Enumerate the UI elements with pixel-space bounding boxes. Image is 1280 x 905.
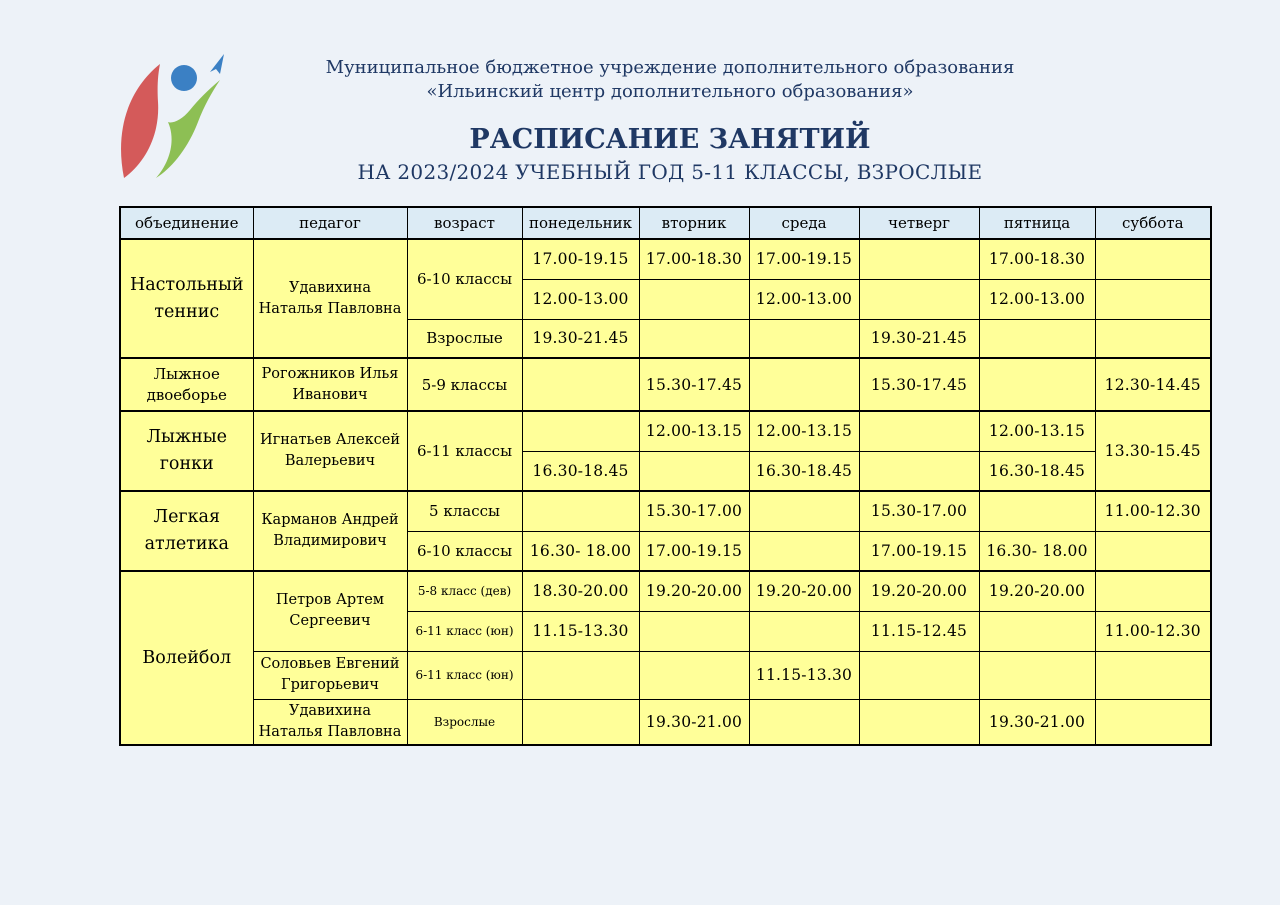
- time-cell: [639, 451, 749, 491]
- time-cell: 11.15-12.45: [859, 611, 979, 651]
- time-cell: [749, 491, 859, 531]
- teacher-cell: Соловьев Евгений Григорьевич: [253, 651, 407, 699]
- time-cell: 11.00-12.30: [1095, 491, 1211, 531]
- time-cell: [1095, 319, 1211, 358]
- time-cell: 16.30- 18.00: [522, 531, 639, 571]
- time-cell: 13.30-15.45: [1095, 411, 1211, 491]
- time-cell: [522, 358, 639, 411]
- time-cell: 15.30-17.00: [639, 491, 749, 531]
- table-row: [120, 239, 1211, 279]
- age-cell: 5 классы: [407, 491, 522, 531]
- time-cell: [749, 358, 859, 411]
- col-header: вторник: [639, 207, 749, 239]
- time-cell: [749, 319, 859, 358]
- time-cell: [859, 451, 979, 491]
- org-line-2: «Ильинский центр дополнительного образования»: [426, 81, 914, 102]
- organization-name: [220, 56, 1120, 104]
- time-cell: 17.00-19.15: [639, 531, 749, 571]
- teacher-cell: Удавихина Наталья Павловна: [253, 699, 407, 745]
- table-row: [120, 411, 1211, 451]
- time-cell: 19.20-20.00: [859, 571, 979, 611]
- teacher-cell: Игнатьев Алексей Валерьевич: [253, 411, 407, 491]
- time-cell: 12.00-13.15: [749, 411, 859, 451]
- time-cell: 19.30-21.45: [522, 319, 639, 358]
- age-cell: 5-9 классы: [407, 358, 522, 411]
- time-cell: [522, 651, 639, 699]
- time-cell: [1095, 651, 1211, 699]
- time-cell: 19.20-20.00: [639, 571, 749, 611]
- time-cell: 17.00-19.15: [522, 239, 639, 279]
- age-cell: 6-10 классы: [407, 239, 522, 319]
- time-cell: [979, 651, 1095, 699]
- teacher-cell: Удавихина Наталья Павловна: [253, 239, 407, 358]
- age-cell: 6-10 классы: [407, 531, 522, 571]
- time-cell: 16.30- 18.00: [979, 531, 1095, 571]
- time-cell: 12.00-13.15: [979, 411, 1095, 451]
- time-cell: 16.30-18.45: [749, 451, 859, 491]
- time-cell: [979, 319, 1095, 358]
- time-cell: [522, 411, 639, 451]
- time-cell: 12.30-14.45: [1095, 358, 1211, 411]
- time-cell: 18.30-20.00: [522, 571, 639, 611]
- activity-cell: Лыжное двоеборье: [120, 358, 253, 411]
- time-cell: [1095, 279, 1211, 319]
- time-cell: [522, 699, 639, 745]
- time-cell: [859, 651, 979, 699]
- schedule-table: [119, 206, 1212, 746]
- time-cell: [639, 279, 749, 319]
- time-cell: [749, 611, 859, 651]
- time-cell: [859, 699, 979, 745]
- time-cell: [522, 491, 639, 531]
- time-cell: [859, 279, 979, 319]
- time-cell: 11.15-13.30: [749, 651, 859, 699]
- time-cell: [979, 611, 1095, 651]
- time-cell: 17.00-18.30: [639, 239, 749, 279]
- time-cell: 12.00-13.15: [639, 411, 749, 451]
- time-cell: 19.20-20.00: [979, 571, 1095, 611]
- col-header: педагог: [253, 207, 407, 239]
- teacher-cell: Петров Артем Сергеевич: [253, 571, 407, 651]
- time-cell: 11.15-13.30: [522, 611, 639, 651]
- time-cell: [1095, 571, 1211, 611]
- table-row: [120, 699, 1211, 745]
- time-cell: 11.00-12.30: [1095, 611, 1211, 651]
- table-row: [120, 358, 1211, 411]
- col-header: понедельник: [522, 207, 639, 239]
- time-cell: [639, 651, 749, 699]
- activity-cell: Лыжные гонки: [120, 411, 253, 491]
- time-cell: [749, 531, 859, 571]
- time-cell: 12.00-13.00: [749, 279, 859, 319]
- teacher-cell: Рогожников Илья Иванович: [253, 358, 407, 411]
- age-cell: Взрослые: [407, 699, 522, 745]
- time-cell: 19.30-21.00: [979, 699, 1095, 745]
- time-cell: 15.30-17.00: [859, 491, 979, 531]
- table-row: [120, 491, 1211, 531]
- person-leaf-logo: [112, 50, 232, 185]
- time-cell: 12.00-13.00: [979, 279, 1095, 319]
- time-cell: [749, 699, 859, 745]
- col-header: четверг: [859, 207, 979, 239]
- time-cell: 17.00-19.15: [859, 531, 979, 571]
- page-title: РАСПИСАНИЕ ЗАНЯТИЙ: [469, 124, 871, 155]
- col-header: суббота: [1095, 207, 1211, 239]
- time-cell: [1095, 239, 1211, 279]
- time-cell: [1095, 531, 1211, 571]
- time-cell: 17.00-18.30: [979, 239, 1095, 279]
- col-header: возраст: [407, 207, 522, 239]
- time-cell: 19.20-20.00: [749, 571, 859, 611]
- header-row: [120, 207, 1211, 239]
- time-cell: 17.00-19.15: [749, 239, 859, 279]
- time-cell: [639, 611, 749, 651]
- time-cell: 19.30-21.45: [859, 319, 979, 358]
- time-cell: 16.30-18.45: [522, 451, 639, 491]
- table-row: [120, 571, 1211, 611]
- time-cell: 16.30-18.45: [979, 451, 1095, 491]
- time-cell: [979, 358, 1095, 411]
- age-cell: 6-11 класс (юн): [407, 611, 522, 651]
- age-cell: Взрослые: [407, 319, 522, 358]
- time-cell: 15.30-17.45: [639, 358, 749, 411]
- activity-cell: Легкая атлетика: [120, 491, 253, 571]
- col-header: объединение: [120, 207, 253, 239]
- table-row: [120, 651, 1211, 699]
- col-header: среда: [749, 207, 859, 239]
- time-cell: 12.00-13.00: [522, 279, 639, 319]
- age-cell: 6-11 классы: [407, 411, 522, 491]
- teacher-cell: Карманов Андрей Владимирович: [253, 491, 407, 571]
- time-cell: [639, 319, 749, 358]
- org-line-1: Муниципальное бюджетное учреждение дополнительного образования: [325, 57, 1015, 78]
- time-cell: [859, 411, 979, 451]
- time-cell: [979, 491, 1095, 531]
- activity-cell: Волейбол: [120, 571, 253, 745]
- page-subtitle: НА 2023/2024 УЧЕБНЫЙ ГОД 5-11 КЛАССЫ, ВЗРОСЛЫЕ: [357, 160, 983, 184]
- time-cell: [1095, 699, 1211, 745]
- activity-cell: Настольный теннис: [120, 239, 253, 358]
- time-cell: 19.30-21.00: [639, 699, 749, 745]
- time-cell: 15.30-17.45: [859, 358, 979, 411]
- time-cell: [859, 239, 979, 279]
- col-header: пятница: [979, 207, 1095, 239]
- age-cell: 6-11 класс (юн): [407, 651, 522, 699]
- age-cell: 5-8 класс (дев): [407, 571, 522, 611]
